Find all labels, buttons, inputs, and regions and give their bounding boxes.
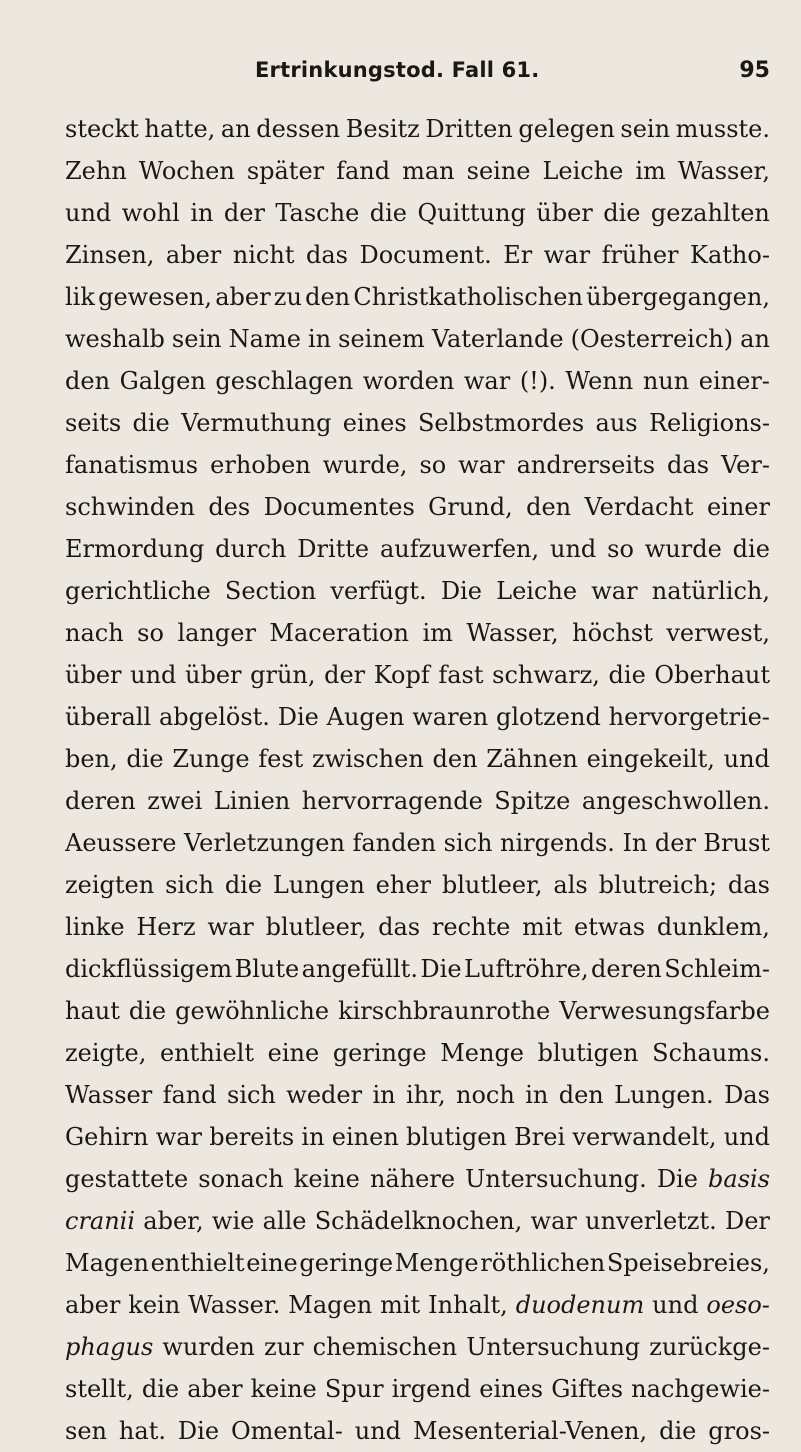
word: Spur [324,1375,384,1403]
text-line [65,402,770,444]
word: fanden [352,829,437,857]
text-line [65,486,770,528]
italic-word: phagus [65,1333,154,1361]
word: und [652,1291,699,1319]
text-line [65,1368,770,1410]
text-line [65,276,770,318]
word: ben, [65,745,118,773]
word: nach [65,619,124,647]
word: sich [165,871,214,899]
word: lik [65,283,95,311]
word: Lungen. [614,1081,714,1109]
word: Tasche [275,199,360,227]
word: Wasser, [677,157,770,185]
word: gewesen, [98,283,213,311]
text-line [65,1242,770,1284]
word: durch [215,535,287,563]
word: fast [438,661,484,689]
word: geringe [332,1039,427,1067]
word: worden [362,367,455,395]
word: wurden [162,1333,255,1361]
word: steckt [65,115,139,143]
word: Verwesungsfarbe [559,997,770,1025]
text-line [65,1284,770,1326]
word: Vaterlande [431,325,564,353]
word: linke [65,913,125,941]
text-line [65,234,770,276]
word: mit [380,1291,421,1319]
word: Wasser, [466,619,559,647]
word: gelegen [518,115,615,143]
word: einen [331,1123,399,1151]
word: über [185,661,242,689]
word: eingekeilt, [586,745,715,773]
word: fand [336,157,391,185]
text-line [65,1074,770,1116]
word: enthielt [160,1039,254,1067]
word: weder [286,1081,363,1109]
word [516,1284,645,1326]
word: war [155,1123,203,1151]
word: Menge [440,1039,525,1067]
word: Selbstmordes [417,409,585,437]
text-line [65,444,770,486]
word: wie [211,1207,255,1235]
word: des [208,493,251,521]
word [708,1158,770,1200]
word: Luftröhre, [463,955,589,983]
word: Vermuthung [181,409,332,437]
word: und [723,1123,770,1151]
word: Die [277,703,319,731]
word: weshalb [65,325,165,353]
word: Katho- [690,241,770,269]
word: enthielt [150,1249,245,1277]
word: später [246,157,325,185]
word: blutigen [406,1123,507,1151]
word: sein [620,115,671,143]
word: aber [65,1291,121,1319]
word: Religions- [648,409,770,437]
word: und [723,745,770,773]
word: deren [65,787,136,815]
word: Brust [703,829,770,857]
text-line [65,1410,770,1452]
word: den [305,283,351,311]
italic-word: duodenum [515,1291,645,1319]
word: stellt, [65,1375,134,1403]
word: die [603,199,641,227]
word: Magen [288,1291,373,1319]
word: Die [420,955,462,983]
word: dickflüssigem [65,955,233,983]
word: zwischen [312,745,424,773]
word: Zunge [172,745,250,773]
word: Gehirn [65,1123,149,1151]
word: Quittung [417,199,526,227]
word: in [307,325,332,353]
text-line [65,318,770,360]
word: nachgewie- [631,1375,770,1403]
word: seine [466,157,531,185]
running-title: Ertrinkungstod. Fall 61. [255,58,540,82]
word: nirgends. [500,829,615,857]
word: nun [642,367,690,395]
word: und [65,199,112,227]
word: gros- [708,1417,770,1445]
word: dunklem, [656,913,770,941]
text-line [65,696,770,738]
word: Augen [326,703,405,731]
word: Mesenterial-Venen, [412,1417,648,1445]
word: die [659,1417,697,1445]
text-line [65,654,770,696]
word: seinem [338,325,425,353]
word: Inhalt, [428,1291,508,1319]
word: geringe [299,1249,394,1277]
word: Dritten [425,115,513,143]
word: Schädelknochen, [314,1207,523,1235]
word: gewöhnliche [175,997,330,1025]
word: sen [65,1417,107,1445]
word: sonach [198,1165,284,1193]
word: Ver- [721,451,770,479]
word: die [369,199,407,227]
word: zwei [147,787,203,815]
word: Schleim- [664,955,770,983]
word: Brei [514,1123,566,1151]
word: aus [595,409,638,437]
text-line [65,1032,770,1074]
word: angefüllt. [301,955,418,983]
word: Wasser [65,1081,153,1109]
word: hervorragende [301,787,483,815]
text-line [65,360,770,402]
word: war [543,241,591,269]
word: Er [503,241,533,269]
word: die [141,1375,180,1403]
word: Wenn [565,367,634,395]
word: war [530,1207,577,1235]
word: Linien [213,787,291,815]
word: röthlichen [480,1249,606,1277]
word: Spitze [494,787,571,815]
word: Grund, [428,493,513,521]
word: grün, [250,661,316,689]
word: Besitz [345,115,420,143]
word [706,1284,770,1326]
word: der [223,199,265,227]
word: kirschbraunrothe [338,997,551,1025]
word: Menge [394,1249,479,1277]
word: Galgen [119,367,206,395]
text-line [65,822,770,864]
word: blutleer, [441,871,543,899]
word: ihr, [406,1081,446,1109]
word: war [458,451,505,479]
word: langer [177,619,256,647]
word: Leiche [496,577,578,605]
text-line [65,612,770,654]
word: zur [263,1333,304,1361]
word: das [305,241,348,269]
word: Untersuchung [466,1333,641,1361]
word: Ermordung [65,535,205,563]
word: im [635,157,666,185]
word: gezahlten [650,199,770,227]
word: Omental- [230,1417,343,1445]
word: sich [443,829,493,857]
word: über [65,661,122,689]
word: die [608,661,646,689]
word: hat. [118,1417,166,1445]
word: das [667,451,710,479]
word: hatte, [144,115,216,143]
word: die [732,535,770,563]
word: war [463,367,511,395]
word: einer [706,493,770,521]
word: fest [258,745,304,773]
text-line [65,864,770,906]
word: den [432,745,478,773]
word: kein [128,1291,181,1319]
word: deren [591,955,662,983]
word: keine [293,1165,360,1193]
word: als [553,871,588,899]
word: übergegangen, [586,283,770,311]
word: Die [440,577,482,605]
word: verwest, [666,619,770,647]
word: alle [262,1207,307,1235]
word: Der [724,1207,770,1235]
word: war [207,913,254,941]
word: Kopf [373,661,430,689]
word: so [137,619,164,647]
word: noch [456,1081,515,1109]
word: Verletzungen [184,829,345,857]
word: in [372,1081,396,1109]
word: Christkatholischen [353,283,583,311]
word: sein [171,325,222,353]
word: das [727,871,770,899]
word: Zähnen [486,745,578,773]
word: andrerseits [516,451,656,479]
word: musste. [675,115,770,143]
word: Zinsen, [65,241,155,269]
page-number: 95 [739,58,770,83]
word: und [130,661,177,689]
word: der [654,829,696,857]
word: mit [522,913,563,941]
word: aufzuwerfen, [379,535,540,563]
body-text [65,108,770,1452]
word: zu [273,283,302,311]
text-line [65,1200,770,1242]
word: und [354,1417,402,1445]
word: die [126,745,164,773]
word: der [324,661,366,689]
word: Herz [136,913,196,941]
word: unverletzt. [585,1207,717,1235]
word: das [378,913,421,941]
word: eines [479,1375,544,1403]
word: schwarz, [492,661,600,689]
word: waren [412,703,489,731]
word: und [549,535,597,563]
word: fanatismus [65,451,199,479]
text-line [65,948,770,990]
word: seits [65,409,122,437]
word: blutleer, [265,913,367,941]
word: chemischen [312,1333,458,1361]
text-line [65,528,770,570]
word: blutigen [537,1039,639,1067]
word: wurde, [322,451,408,479]
word [65,1200,135,1242]
word: Lungen [272,871,365,899]
word: aber [215,283,271,311]
text-line [65,990,770,1032]
text-line [65,906,770,948]
word: an [740,325,770,353]
word: verfügt. [330,577,427,605]
italic-word: cranii [65,1207,136,1235]
word: Zehn [65,157,127,185]
word: zeigten [65,871,155,899]
word: die [132,409,170,437]
word: Wochen [138,157,235,185]
text-line [65,192,770,234]
word [65,1326,153,1368]
word: Schaums. [652,1039,770,1067]
word: (!). [519,367,556,395]
word: höchst [572,619,653,647]
word: erhoben [210,451,311,479]
word: Das [724,1081,770,1109]
word: Speisebreies, [606,1249,770,1277]
word: Untersuchung. [465,1165,647,1193]
word: schwinden [65,493,195,521]
word: etwas [574,913,646,941]
word: wohl [121,199,180,227]
word: man [402,157,455,185]
word: geschlagen [215,367,354,395]
word: Name [228,325,301,353]
text-line [65,570,770,612]
word: gestattete [65,1165,189,1193]
text-line [65,1326,770,1368]
word: haut [65,997,120,1025]
word: früher [601,241,679,269]
word: eines [342,409,407,437]
word: Maceration [269,619,409,647]
word: die [224,871,263,899]
page-header [65,58,770,88]
word: Oberhaut [654,661,770,689]
word: aber, [143,1207,204,1235]
word: angeschwollen. [581,787,770,815]
word: Giftes [551,1375,624,1403]
word: über [536,199,593,227]
word: war [591,577,638,605]
word: Wasser. [188,1291,281,1319]
word: zurückge- [649,1333,770,1361]
word: so [607,535,634,563]
word: aber [165,241,222,269]
word: in [301,1123,325,1151]
word: eher [375,871,431,899]
word: Document. [359,241,492,269]
text-line [65,1158,770,1200]
word: im [422,619,453,647]
word: (Oesterreich) [570,325,734,353]
word: irgend [391,1375,472,1403]
word: Section [224,577,317,605]
word: bereits [209,1123,295,1151]
text-line [65,738,770,780]
word: sich [227,1081,276,1109]
word: an [220,115,251,143]
word: fand [162,1081,217,1109]
text-line [65,108,770,150]
word: Verdacht [584,493,694,521]
word: in [525,1081,549,1109]
word: Aeussere [65,829,177,857]
italic-word: basis [708,1165,770,1193]
word: Blute [234,955,300,983]
word: wurde [644,535,722,563]
word: dessen [256,115,341,143]
word: Dritte [297,535,370,563]
word: Leiche [542,157,624,185]
text-line [65,780,770,822]
word: nähere [369,1165,456,1193]
word: aber [187,1375,243,1403]
text-line [65,150,770,192]
word: verwandelt, [572,1123,717,1151]
word: zeigte, [65,1039,147,1067]
text-line [65,1116,770,1158]
word: in [190,199,214,227]
word: nicht [232,241,295,269]
word: Die [177,1417,220,1445]
word: glotzend [496,703,601,731]
word: so [419,451,447,479]
word: rechte [431,913,511,941]
word: blutreich; [598,871,718,899]
word: hervorgetrie- [608,703,770,731]
word: den [65,367,111,395]
word: den [526,493,572,521]
word: In [622,829,648,857]
word: natürlich, [651,577,770,605]
italic-word: oeso- [706,1291,770,1319]
word: Magen [65,1249,149,1277]
word: einer- [698,367,770,395]
word: Die [656,1165,698,1193]
word: gerichtliche [65,577,211,605]
word: überall [65,703,152,731]
word: eine [246,1249,298,1277]
word: abgelöst. [158,703,270,731]
word: keine [250,1375,317,1403]
word: Documentes [263,493,415,521]
word: den [558,1081,604,1109]
word: eine [267,1039,320,1067]
word: die [128,997,167,1025]
